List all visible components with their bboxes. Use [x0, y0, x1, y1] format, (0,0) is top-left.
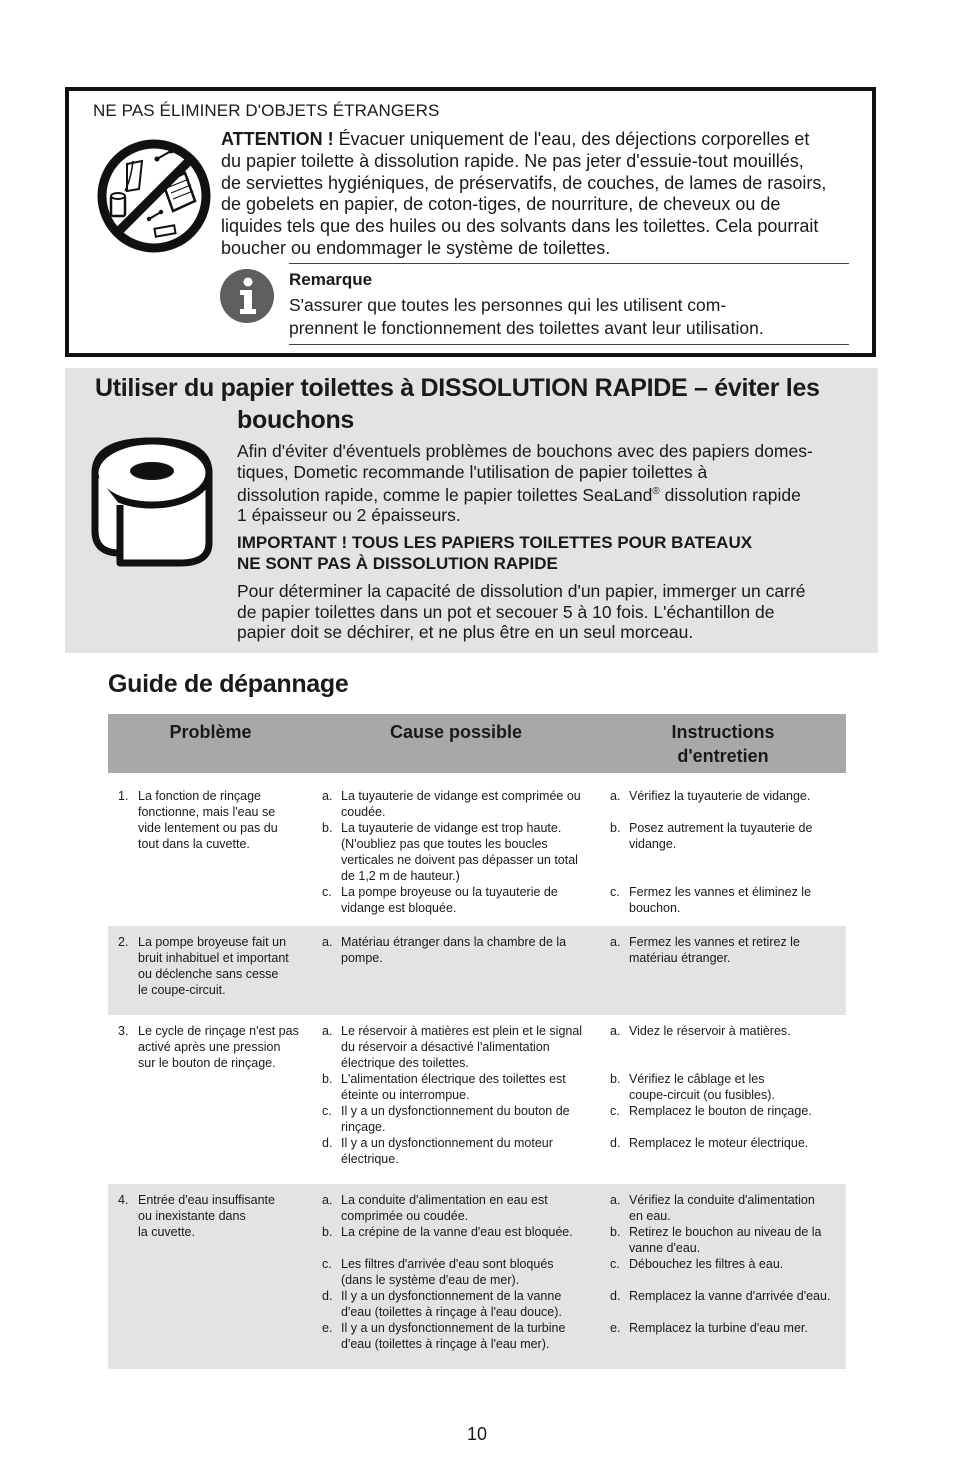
attention-label: ATTENTION !	[221, 129, 334, 149]
note-title: Remarque	[289, 270, 373, 289]
table-row	[108, 1015, 846, 1184]
section-title-line: bouchons	[237, 406, 355, 434]
fix-line: Débouchez les filtres à eau.	[629, 1257, 784, 1271]
row-number: 1.	[118, 789, 129, 803]
fix-line: Remplacez la turbine d'eau mer.	[629, 1321, 808, 1335]
attention-line: boucher ou endommager le système de toilettes.	[221, 237, 611, 258]
cause-line: Matériau étranger dans la chambre de la	[341, 935, 567, 949]
attention-line: liquides tels que des huiles ou des solvants dans les toilettes. Cela pourrait	[221, 216, 819, 237]
fix-line: Remplacez la vanne d'arrivée d'eau.	[629, 1289, 831, 1303]
fix-letter: a.	[610, 935, 621, 949]
toilet-paper-roll-icon	[85, 433, 220, 568]
note-line: S'assurer que toutes les personnes qui les utilisent com-	[289, 295, 727, 315]
note-line: prennent le fonctionnement des toilettes avant leur utilisation.	[289, 318, 764, 338]
problem-line: ou déclenche sans cesse	[138, 967, 279, 981]
cause-letter: d.	[322, 1136, 333, 1150]
cause-line: électrique des toilettes.	[341, 1056, 469, 1070]
problem-line: activé après une pression	[138, 1040, 281, 1054]
problem-line: Entrée d'eau insuffisante	[138, 1193, 275, 1207]
fix-letter: a.	[610, 789, 621, 803]
fix-letter: c.	[610, 885, 620, 899]
cause-line: Il y a un dysfonctionnement du bouton de	[341, 1104, 570, 1118]
fix-letter: e.	[610, 1321, 621, 1335]
cause-line: La pompe broyeuse ou la tuyauterie de	[341, 885, 558, 899]
problem-line: le coupe-circuit.	[138, 983, 226, 997]
fix-letter: b.	[610, 821, 621, 835]
paper-paragraph-1	[237, 441, 875, 526]
problem-line: fonctionne, mais l'eau se	[138, 805, 276, 819]
fix-line: Remplacez le moteur électrique.	[629, 1136, 809, 1150]
fix-line: Remplacez le bouton de rinçage.	[629, 1104, 812, 1118]
note-divider-top	[289, 263, 849, 264]
fix-letter: d.	[610, 1136, 621, 1150]
problem-line: Le cycle de rinçage n'est pas	[138, 1024, 299, 1038]
attention-line: de serviettes hygiéniques, de préservatifs, de couches, de lames de rasoirs,	[221, 172, 827, 193]
table-row	[108, 926, 846, 1015]
cause-line: verticales ne doivent pas dépasser un total	[341, 853, 578, 867]
cause-letter: a.	[322, 1193, 333, 1207]
cause-line: d'eau (toilettes à rinçage à l'eau mer).	[341, 1337, 550, 1351]
fix-line: Videz le réservoir à matières.	[629, 1024, 791, 1038]
fix-letter: d.	[610, 1289, 621, 1303]
attention-line: du papier toilette à dissolution rapide. Ne pas jeter d'essuie-tout mouillés,	[221, 150, 804, 171]
important-line: IMPORTANT ! TOUS LES PAPIERS TOILETTES POUR BATEAUX	[237, 533, 753, 552]
paragraph-line: Afin d'éviter d'éventuels problèmes de bouchons avec des papiers domes-	[237, 441, 813, 461]
cause-line: La tuyauterie de vidange est comprimée ou	[341, 789, 581, 803]
cause-letter: c.	[322, 885, 332, 899]
header-instructions	[608, 720, 838, 768]
problem-line: la cuvette.	[138, 1225, 195, 1239]
cause-line: (N'oubliez pas que toutes les boucles	[341, 837, 548, 851]
paragraph-line: papier doit se déchirer, et ne plus être en un seul morceau.	[237, 622, 694, 642]
important-line: NE SONT PAS À DISSOLUTION RAPIDE	[237, 553, 558, 573]
fix-letter: b.	[610, 1072, 621, 1086]
cause-line: du réservoir a désactivé l'alimentation	[341, 1040, 550, 1054]
cause-line: L'alimentation électrique des toilettes est	[341, 1072, 566, 1086]
problem-line: bruit inhabituel et important	[138, 951, 289, 965]
fix-line: en eau.	[629, 1209, 671, 1223]
cause-letter: c.	[322, 1104, 332, 1118]
guide-title: Guide de dépannage	[108, 670, 349, 698]
table-row	[108, 780, 846, 926]
attention-line: de gobelets en papier, de coton-tiges, de nourriture, de cheveux ou de	[221, 194, 781, 215]
problem-line: ou inexistante dans	[138, 1209, 246, 1223]
cause-line: Les filtres d'arrivée d'eau sont bloqués	[341, 1257, 554, 1271]
row-number: 3.	[118, 1024, 129, 1038]
cause-line: de 1,2 m de hauteur.)	[341, 869, 460, 883]
paragraph-line: de papier toilettes dans un pot et secouer 5 à 10 fois. L'échantillon de	[237, 601, 775, 622]
problem-line: La pompe broyeuse fait un	[138, 935, 287, 949]
fix-letter: c.	[610, 1257, 620, 1271]
cause-line: Il y a un dysfonctionnement de la vanne	[341, 1289, 562, 1303]
fix-line: Vérifiez le câblage et les	[629, 1072, 765, 1086]
section-title	[95, 372, 865, 436]
fix-letter: a.	[610, 1193, 621, 1207]
cause-letter: b.	[322, 1225, 333, 1239]
note-body	[289, 294, 854, 340]
fix-line: Fermez les vannes et retirez le	[629, 935, 800, 949]
cause-letter: a.	[322, 789, 333, 803]
header-instructions-line: d'entretien	[677, 746, 769, 766]
cause-line: électrique.	[341, 1152, 399, 1166]
cause-letter: d.	[322, 1289, 333, 1303]
cause-line: comprimée ou coudée.	[341, 1209, 469, 1223]
cause-line: Il y a un dysfonctionnement de la turbine	[341, 1321, 566, 1335]
attention-text	[221, 129, 851, 260]
cause-letter: b.	[322, 1072, 333, 1086]
fix-letter: a.	[610, 1024, 621, 1038]
problem-line: La fonction de rinçage	[138, 789, 262, 803]
cause-line: Il y a un dysfonctionnement du moteur	[341, 1136, 553, 1150]
note-divider-bottom	[289, 344, 849, 345]
row-number: 4.	[118, 1193, 129, 1207]
fix-line: bouchon.	[629, 901, 681, 915]
cause-line: éteinte ou interrompue.	[341, 1088, 470, 1102]
registered-mark: ®	[652, 486, 660, 497]
paragraph-line: dissolution rapide, comme le papier toilettes SeaLand	[237, 484, 653, 505]
header-problem: Problème	[169, 722, 252, 742]
page-number: 10	[466, 1424, 488, 1444]
cause-letter: b.	[322, 821, 333, 835]
fix-letter: c.	[610, 1104, 620, 1118]
paper-paragraph-3	[237, 581, 875, 643]
fix-line: coupe-circuit (ou fusibles).	[629, 1088, 775, 1102]
cause-line: rinçage.	[341, 1120, 386, 1134]
rapid-dissolve-section	[65, 368, 878, 653]
fix-line: Vérifiez la conduite d'alimentation	[629, 1193, 815, 1207]
fix-line: Fermez les vannes et éliminez le	[629, 885, 812, 899]
warning-box	[65, 87, 876, 357]
cause-line: La tuyauterie de vidange est trop haute.	[341, 821, 562, 835]
cause-letter: a.	[322, 1024, 333, 1038]
cause-letter: e.	[322, 1321, 333, 1335]
warning-heading: NE PAS ÉLIMINER D'OBJETS ÉTRANGERS	[93, 101, 440, 120]
header-cause: Cause possible	[389, 722, 523, 742]
paragraph-line: tiques, Dometic recommande l'utilisation de papier toilettes à	[237, 461, 708, 482]
cause-line: coudée.	[341, 805, 386, 819]
table-row	[108, 1184, 846, 1369]
fix-letter: b.	[610, 1225, 621, 1239]
cause-line: vidange est bloquée.	[341, 901, 457, 915]
paper-important	[237, 533, 875, 574]
cause-line: pompe.	[341, 951, 383, 965]
fix-line: vidange.	[629, 837, 677, 851]
section-title-line: Utiliser du papier toilettes à DISSOLUTION RAPIDE – éviter les	[95, 374, 820, 402]
cause-line: (dans le système d'eau de mer).	[341, 1273, 520, 1287]
cause-letter: c.	[322, 1257, 332, 1271]
cause-letter: a.	[322, 935, 333, 949]
cause-line: La crépine de la vanne d'eau est bloquée.	[341, 1225, 573, 1239]
attention-line: Évacuer uniquement de l'eau, des déjections corporelles et	[333, 129, 810, 149]
paragraph-line: 1 épaisseur ou 2 épaisseurs.	[237, 505, 461, 526]
paragraph-line-tail: dissolution rapide	[659, 484, 801, 505]
header-instructions-line: Instructions	[671, 722, 775, 742]
table-header	[108, 714, 846, 773]
fix-line: Retirez le bouchon au niveau de la	[629, 1225, 822, 1239]
cause-line: Le réservoir à matières est plein et le signal	[341, 1024, 583, 1038]
no-foreign-objects-icon	[97, 139, 211, 253]
paragraph-line: Pour déterminer la capacité de dissolution d'un papier, immerger un carré	[237, 581, 806, 601]
fix-line: Posez autrement la tuyauterie de	[629, 821, 813, 835]
problem-line: sur le bouton de rinçage.	[138, 1056, 276, 1070]
fix-line: matériau étranger.	[629, 951, 731, 965]
cause-line: La conduite d'alimentation en eau est	[341, 1193, 548, 1207]
info-icon	[218, 267, 276, 325]
problem-line: vide lentement ou pas du	[138, 821, 278, 835]
cause-line: d'eau (toilettes à rinçage à l'eau douce).	[341, 1305, 562, 1319]
problem-line: tout dans la cuvette.	[138, 837, 250, 851]
row-number: 2.	[118, 935, 129, 949]
fix-line: Vérifiez la tuyauterie de vidange.	[629, 789, 811, 803]
fix-line: vanne d'eau.	[629, 1241, 701, 1255]
